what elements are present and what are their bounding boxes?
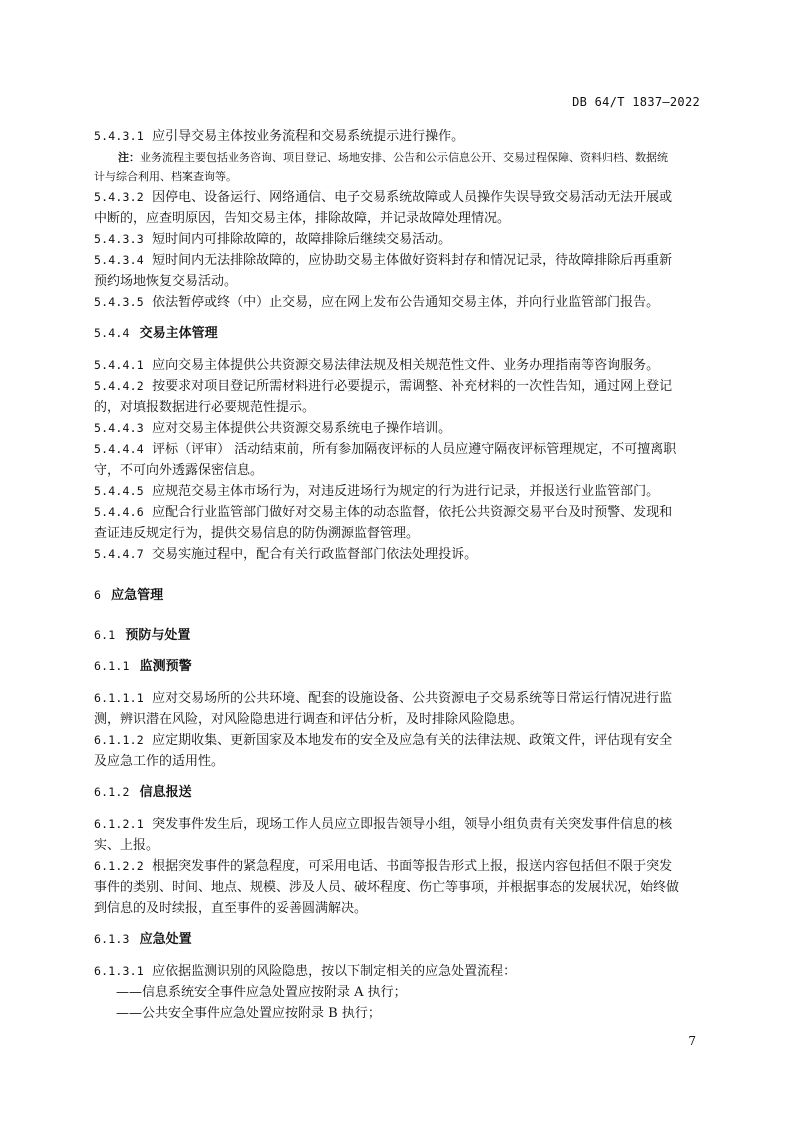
clause-text: 根据突发事件的紧急程度，可采用电话、书面等报告形式上报，报送内容包括但不限于突发 (152, 859, 673, 874)
clause-text-cont: 及应急工作的适用性。 (94, 754, 225, 769)
clause-text: 依法暂停或终（中）止交易，应在网上发布公告通知交易主体，并向行业监管部门报告。 (152, 295, 660, 310)
clause-text-cont: 守，不可向外透露保密信息。 (94, 463, 264, 478)
clause-number: 6.1.3.1 (94, 964, 144, 978)
clause-number: 5.4.3.4 (94, 253, 144, 267)
clause-number: 6.1.2.1 (94, 817, 144, 831)
clause-5-4-4-5 (94, 481, 706, 502)
clause-text: 短时间内无法排除故障的，应协助交易主体做好资料封存和情况记录，待故障排除后再重新 (152, 253, 673, 268)
section-title: 监测预警 (139, 659, 192, 674)
clause-text: 应对交易主体提供公共资源交易系统电子操作培训。 (152, 421, 452, 436)
clause-text: 应定期收集、更新国家及本地发布的安全及应急有关的法律法规、政策文件，评估现有安全 (152, 733, 673, 748)
clause-text-cont: 到信息的及时续报，直至事件的妥善圆满解决。 (94, 901, 368, 916)
clause-number: 5.4.4.1 (94, 358, 144, 372)
note-text: 业务流程主要包括业务咨询、项目登记、场地安排、公告和公示信息公开、交易过程保障、资料归档、数据统 (140, 151, 668, 164)
clause-text-cont: 测，辨识潜在风险，对风险隐患进行调查和评估分析，及时排除风险隐患。 (94, 712, 524, 727)
standard-code: DB 64/T 1837—2022 (572, 95, 700, 109)
clause-text-cont: 事件的类别、时间、地点、规模、涉及人员、破坏程度、伤亡等事项，并根据事态的发展状况，始终做 (94, 880, 680, 895)
clause-5-4-3-5 (94, 292, 706, 313)
section-title: 预防与处置 (125, 628, 191, 643)
clause-5-4-4-3 (94, 418, 706, 439)
section-number: 6.1.3 (94, 932, 130, 946)
clause-5-4-4-1 (94, 355, 706, 376)
clause-text: 交易实施过程中，配合有关行政监督部门依法处理投诉。 (152, 547, 478, 562)
clause-text: 应规范交易主体市场行为，对违反进场行为规定的行为进行记录，并报送行业监管部门。 (152, 484, 660, 499)
clause-number: 5.4.4.3 (94, 421, 144, 435)
clause-number: 5.4.3.5 (94, 295, 144, 309)
section-heading-6-1 (94, 625, 706, 646)
clause-text: 突发事件发生后，现场工作人员应立即报告领导小组，领导小组负责有关突发事件信息的核 (152, 817, 673, 832)
dash-list-item: ——信息系统安全事件应急处置应按附录 A 执行； (116, 985, 407, 1000)
clause-text-cont: 中断的，应查明原因，告知交易主体，排除故障，并记录故障处理情况。 (94, 211, 511, 226)
clause-text-cont: 实、上报。 (94, 838, 160, 853)
dash-list-item: ——公共安全事件应急处置应按附录 B 执行； (116, 1006, 381, 1021)
clause-number: 6.1.1.1 (94, 691, 144, 705)
clause-text: 因停电、设备运行、网络通信、电子交易系统故障或人员操作失误导致交易活动无法开展或 (152, 190, 673, 205)
clause-text: 应对交易场所的公共环境、配套的设施设备、公共资源电子交易系统等日常运行情况进行监 (152, 691, 673, 706)
clause-number: 5.4.4.2 (94, 379, 144, 393)
clause-text: 应向交易主体提供公共资源交易法律法规及相关规范性文件、业务办理指南等咨询服务。 (152, 358, 660, 373)
clause-text-cont: 的，对填报数据进行必要规范性提示。 (94, 400, 316, 415)
section-heading-6-1-3 (94, 929, 706, 950)
clause-text: 评标（评审） 活动结束前，所有参加隔夜评标的人员应遵守隔夜评标管理规定，不可擅离职 (152, 442, 677, 457)
clause-5-4-4-6 (94, 502, 706, 544)
clause-text: 应引导交易主体按业务流程和交易系统提示进行操作。 (152, 129, 465, 144)
clause-text-cont: 查证违反规定行为，提供交易信息的防伪溯源监督管理。 (94, 526, 420, 541)
document-body (94, 126, 706, 1024)
clause-5-4-3-4 (94, 250, 706, 292)
clause-5-4-4-7 (94, 544, 706, 565)
section-title: 交易主体管理 (139, 326, 218, 341)
clause-5-4-3-2 (94, 187, 706, 229)
clause-number: 6.1.1.2 (94, 733, 144, 747)
clause-number: 5.4.4.6 (94, 505, 144, 519)
clause-number: 5.4.3.3 (94, 232, 144, 246)
clause-6-1-1-1 (94, 688, 706, 730)
section-title: 应急处置 (139, 932, 192, 947)
clause-6-1-2-2 (94, 856, 706, 919)
clause-6-1-2-1 (94, 814, 706, 856)
clause-number: 5.4.3.1 (94, 129, 144, 143)
clause-text: 应配合行业监管部门做好对交易主体的动态监督，依托公共资源交易平台及时预警、发现和 (152, 505, 673, 520)
clause-number: 5.4.4.7 (94, 547, 144, 561)
clause-5-4-4-4 (94, 439, 706, 481)
note-label: 注： (118, 151, 140, 164)
clause-6-1-1-2 (94, 730, 706, 772)
page-number: 7 (688, 1034, 696, 1048)
chapter-heading-6 (94, 585, 706, 606)
clause-number: 5.4.3.2 (94, 190, 144, 204)
section-heading-5-4-4 (94, 323, 706, 344)
section-number: 6.1.2 (94, 785, 130, 799)
clause-number: 5.4.4.4 (94, 442, 144, 456)
section-heading-6-1-2 (94, 782, 706, 803)
clause-5-4-3-3 (94, 229, 706, 250)
section-number: 6.1.1 (94, 659, 130, 673)
chapter-title: 应急管理 (111, 588, 164, 603)
clause-text: 应依据监测识别的风险隐患，按以下制定相关的应急处置流程： (152, 964, 517, 979)
note-5-4-3-1 (94, 148, 706, 186)
section-number: 6.1 (94, 628, 116, 642)
section-title: 信息报送 (139, 785, 192, 800)
clause-text-cont: 预约场地恢复交易活动。 (94, 274, 238, 289)
chapter-number: 6 (94, 588, 102, 602)
note-text-cont: 计与综合利用、档案查询等。 (94, 170, 237, 183)
clause-5-4-3-1 (94, 126, 706, 147)
clause-5-4-4-2 (94, 376, 706, 418)
clause-number: 6.1.2.2 (94, 859, 144, 873)
section-heading-6-1-1 (94, 656, 706, 677)
section-number: 5.4.4 (94, 326, 130, 340)
clause-6-1-3-1 (94, 961, 706, 1024)
clause-number: 5.4.4.5 (94, 484, 144, 498)
clause-text: 短时间内可排除故障的，故障排除后继续交易活动。 (152, 232, 452, 247)
clause-text: 按要求对项目登记所需材料进行必要提示，需调整、补充材料的一次性告知，通过网上登记 (152, 379, 673, 394)
